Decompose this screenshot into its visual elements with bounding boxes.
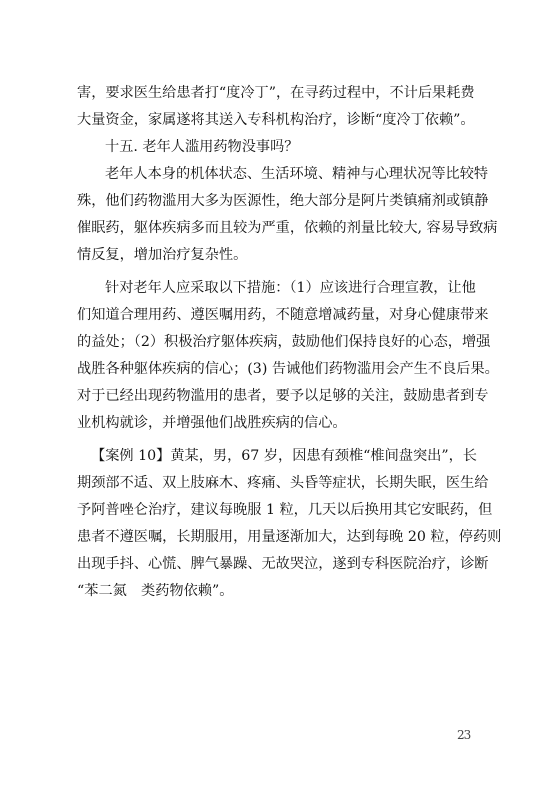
text-line: 们知道合理用药、遵医嘱用药，不随意增减药量，对身心健康带来 <box>77 307 489 323</box>
paragraph-continued <box>77 80 475 134</box>
text-line: 针对老年人应采取以下措施：（1）应该进行合理宣教，让他 <box>105 280 476 296</box>
text-line: 害，要求医生给患者打“度冷丁”，在寻药过程中，不计后果耗费 <box>77 85 475 101</box>
text-line: 殊，他们药物滥用大多为医源性，绝大部分是阿片类镇痛剂或镇静 <box>77 193 489 209</box>
text-line: 战胜各种躯体疾病的信心；(3) 告诫他们药物滥用会产生不良后果。 <box>77 361 499 377</box>
paragraph-elderly-status <box>77 161 498 269</box>
text-line: 患者不遵医嘱，长期服用，用量逐渐加大，达到每晚 20 粒，停药则 <box>77 529 502 545</box>
text-line: 大量资金，家属遂将其送入专科机构治疗，诊断“度冷丁依赖”。 <box>77 112 475 128</box>
body-text <box>77 80 502 605</box>
heading-line: 十五. 老年人滥用药物没事吗？ <box>105 139 299 155</box>
text-line: 期颈部不适、双上肢麻木、疼痛、头昏等症状，长期失眠，医生给 <box>77 475 489 491</box>
text-line: 情反复，增加治疗复杂性。 <box>77 247 248 263</box>
page-number: 23 <box>457 728 471 742</box>
text-line: 业机构就诊，并增强他们战胜疾病的信心。 <box>77 415 347 431</box>
text-line: 出现手抖、心慌、脾气暴躁、无故哭泣，遂到专科医院治疗，诊断 <box>77 556 489 572</box>
text-line: 【案例 10】黄某，男，67 岁，因患有颈椎“椎间盘突出”，长 <box>91 448 477 464</box>
text-line: 老年人本身的机体状态、生活环境、精神与心理状况等比较特 <box>105 166 489 182</box>
text-line: 催眠药，躯体疾病多而且较为严重，依赖的剂量比较大, 容易导致病 <box>77 220 498 236</box>
text-line: 对于已经出现药物滥用的患者，要予以足够的关注，鼓励患者到专 <box>77 388 489 404</box>
text-line: 予阿普唑仑治疗，建议每晚服 1 粒，几天以后换用其它安眠药，但 <box>77 502 493 518</box>
paragraph-measures <box>77 275 499 437</box>
section-heading <box>77 134 472 161</box>
text-line: 的益处；（2）积极治疗躯体疾病，鼓励他们保持良好的心态，增强 <box>77 334 491 350</box>
text-line: “苯二氮 类药物依赖”。 <box>77 583 234 599</box>
paragraph-case-10 <box>77 443 502 605</box>
